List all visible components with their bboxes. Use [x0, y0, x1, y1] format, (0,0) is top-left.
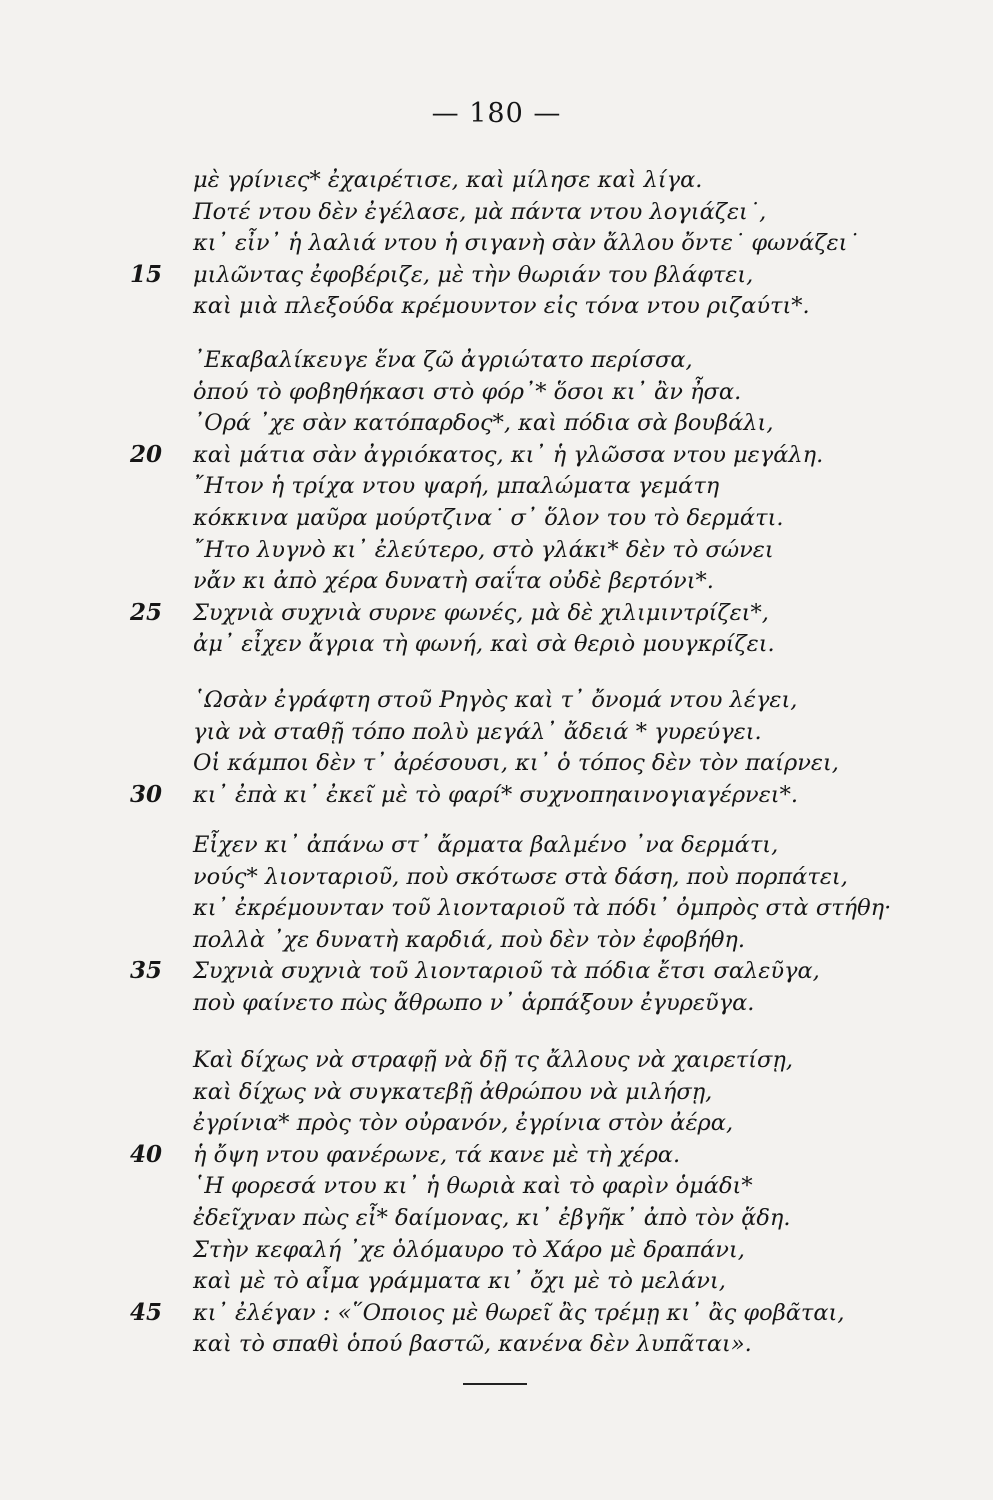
- verse-line: Ποτέ ντου δὲν ἐγέλασε, μὰ πάντα ντου λογιάζει˙,: [193, 198, 767, 225]
- line-number: 15: [130, 260, 163, 288]
- end-rule: [463, 1383, 527, 1385]
- verse-line: ᾿Ορά ᾿χε σὰν κατόπαρδος*, καὶ πόδια σὰ βουβάλι,: [193, 410, 774, 437]
- line-number: 20: [130, 440, 163, 468]
- verse-line: ἐγρίνια* πρὸς τὸν οὐρανόν, ἐγρίνια στὸν ἀέρα,: [193, 1110, 734, 1137]
- verse-line: ῾Ωσὰν ἐγράφτη στοῦ Ρηγὸς καὶ τ᾿ ὄνομά ντου λέγει,: [193, 687, 798, 713]
- verse-line: κι᾿ ἐκρέμουνταν τοῦ λιονταριοῦ τὰ πόδι᾿ ὀμπρὸς στὰ στήθη·: [193, 895, 892, 922]
- line-number: 40: [130, 1140, 163, 1168]
- verse-line: κι᾿ ἐλέγαν : «῞Οποιος μὲ θωρεῖ ἂς τρέμῃ κι᾿ ἂς φοβᾶται,: [193, 1299, 845, 1326]
- verse-line: Συχνιὰ συχνιὰ συρνε φωνές, μὰ δὲ χιλιμιντρίζει*,: [193, 599, 769, 626]
- verse-line: μιλῶντας ἐφοβέριζε, μὲ τὴν θωριάν του βλάφτει,: [193, 261, 754, 288]
- verse-line: νἄν κι ἀπὸ χέρα δυνατὴ σαΐτα οὐδὲ βερτόνι*.: [193, 568, 714, 595]
- verse-line: ποὺ φαίνετο πὼς ἄθρωπο ν᾿ ἁρπάξουν ἐγυρεῦγα.: [193, 990, 755, 1016]
- verse-line: καὶ μάτια σὰν ἀγριόκατος, κι᾿ ἡ γλῶσσα ντου μεγάλη.: [193, 441, 824, 468]
- verse-line: νούς* λιονταριοῦ, ποὺ σκότωσε στὰ δάση, ποὺ πορπάτει,: [193, 863, 848, 890]
- line-number: 25: [130, 598, 163, 626]
- verse-line: καὶ τὸ σπαθὶ ὁπού βαστῶ, κανένα δὲν λυπᾶται».: [193, 1331, 752, 1358]
- verse-line: ἐδεῖχναν πὼς εἶ* δαίμονας, κι᾿ ἐβγῆκ᾿ ἀπὸ τὸν ᾅδη.: [193, 1205, 791, 1231]
- verse-line: κι᾿ ἐπὰ κι᾿ ἐκεῖ μὲ τὸ φαρί* συχνοπηαινογιαγέρνει*.: [193, 781, 799, 808]
- verse-line: κι᾿ εἶν᾿ ἡ λαλιά ντου ἡ σιγανὴ σὰν ἄλλου ὄντε˙ φωνάζει˙: [193, 230, 859, 257]
- verse-line: ᾿Εκαβαλίκευγε ἕνα ζῶ ἀγριώτατο περίσσα,: [193, 347, 693, 373]
- verse-line: ῎Ητον ἡ τρίχα ντου ψαρή, μπαλώματα γεμάτη: [193, 473, 720, 500]
- verse-line: Εἶχεν κι᾿ ἀπάνω στ᾿ ἄρματα βαλμένο ᾿να δερμάτι,: [193, 832, 779, 858]
- verse-line: ὁπού τὸ φοβηθήκασι στὸ φόρ᾿* ὅσοι κι᾿ ἂν ἦσα.: [193, 378, 742, 405]
- verse-line: Στὴν κεφαλή ᾿χε ὁλόμαυρο τὸ Χάρο μὲ δραπάνι,: [193, 1236, 745, 1263]
- verse-line: καὶ δίχως νὰ συγκατεβῇ ἀθρώπου νὰ μιλήσῃ,: [193, 1078, 713, 1105]
- page-number: — 180 —: [431, 98, 562, 129]
- verse-line: Οἱ κάμποι δὲν τ᾿ ἀρέσουσι, κι᾿ ὁ τόπος δὲν τὸν παίρνει,: [193, 750, 839, 777]
- verse-line: ῾Η φορεσά ντου κι᾿ ἡ θωριὰ καὶ τὸ φαρὶν ὁμάδι*: [193, 1173, 753, 1200]
- verse-line: ἡ ὄψη ντου φανέρωνε, τά κανε μὲ τὴ χέρα.: [193, 1141, 681, 1168]
- verse-line: καὶ μιὰ πλεξούδα κρέμουντον εἰς τόνα ντου ριζαύτι*.: [193, 293, 810, 320]
- verse-line: πολλὰ ᾿χε δυνατὴ καρδιά, ποὺ δὲν τὸν ἐφοβήθη.: [193, 926, 746, 953]
- verse-line: γιὰ νὰ σταθῇ τόπο πολὺ μεγάλ᾿ ἄδειά * γυρεύγει.: [193, 718, 762, 745]
- verse-line: ἀμ᾿ εἶχεν ἄγρια τὴ φωνή, καὶ σὰ θεριὸ μουγκρίζει.: [193, 631, 775, 658]
- line-number: 30: [130, 780, 163, 808]
- verse-line: κόκκινα μαῦρα μούρτζινα˙ σ᾿ ὅλον του τὸ δερμάτι.: [193, 505, 784, 531]
- verse-line: μὲ γρίνιες* ἐχαιρέτισε, καὶ μίλησε καὶ λίγα.: [193, 167, 703, 193]
- verse-line: καὶ μὲ τὸ αἷμα γράμματα κι᾿ ὄχι μὲ τὸ μελάνι,: [193, 1268, 726, 1295]
- line-number: 45: [130, 1298, 163, 1326]
- line-number: 35: [130, 957, 163, 985]
- verse-line: ῎Ητο λυγνὸ κι᾿ ἐλεύτερο, στὸ γλάκι* δὲν τὸ σώνει: [193, 536, 774, 563]
- verse-line: Συχνιὰ συχνιὰ τοῦ λιονταριοῦ τὰ πόδια ἔτσι σαλεῦγα,: [193, 958, 820, 985]
- verse-line: Καὶ δίχως νὰ στραφῇ νὰ δῇ τς ἄλλους νὰ χαιρετίσῃ,: [193, 1047, 794, 1073]
